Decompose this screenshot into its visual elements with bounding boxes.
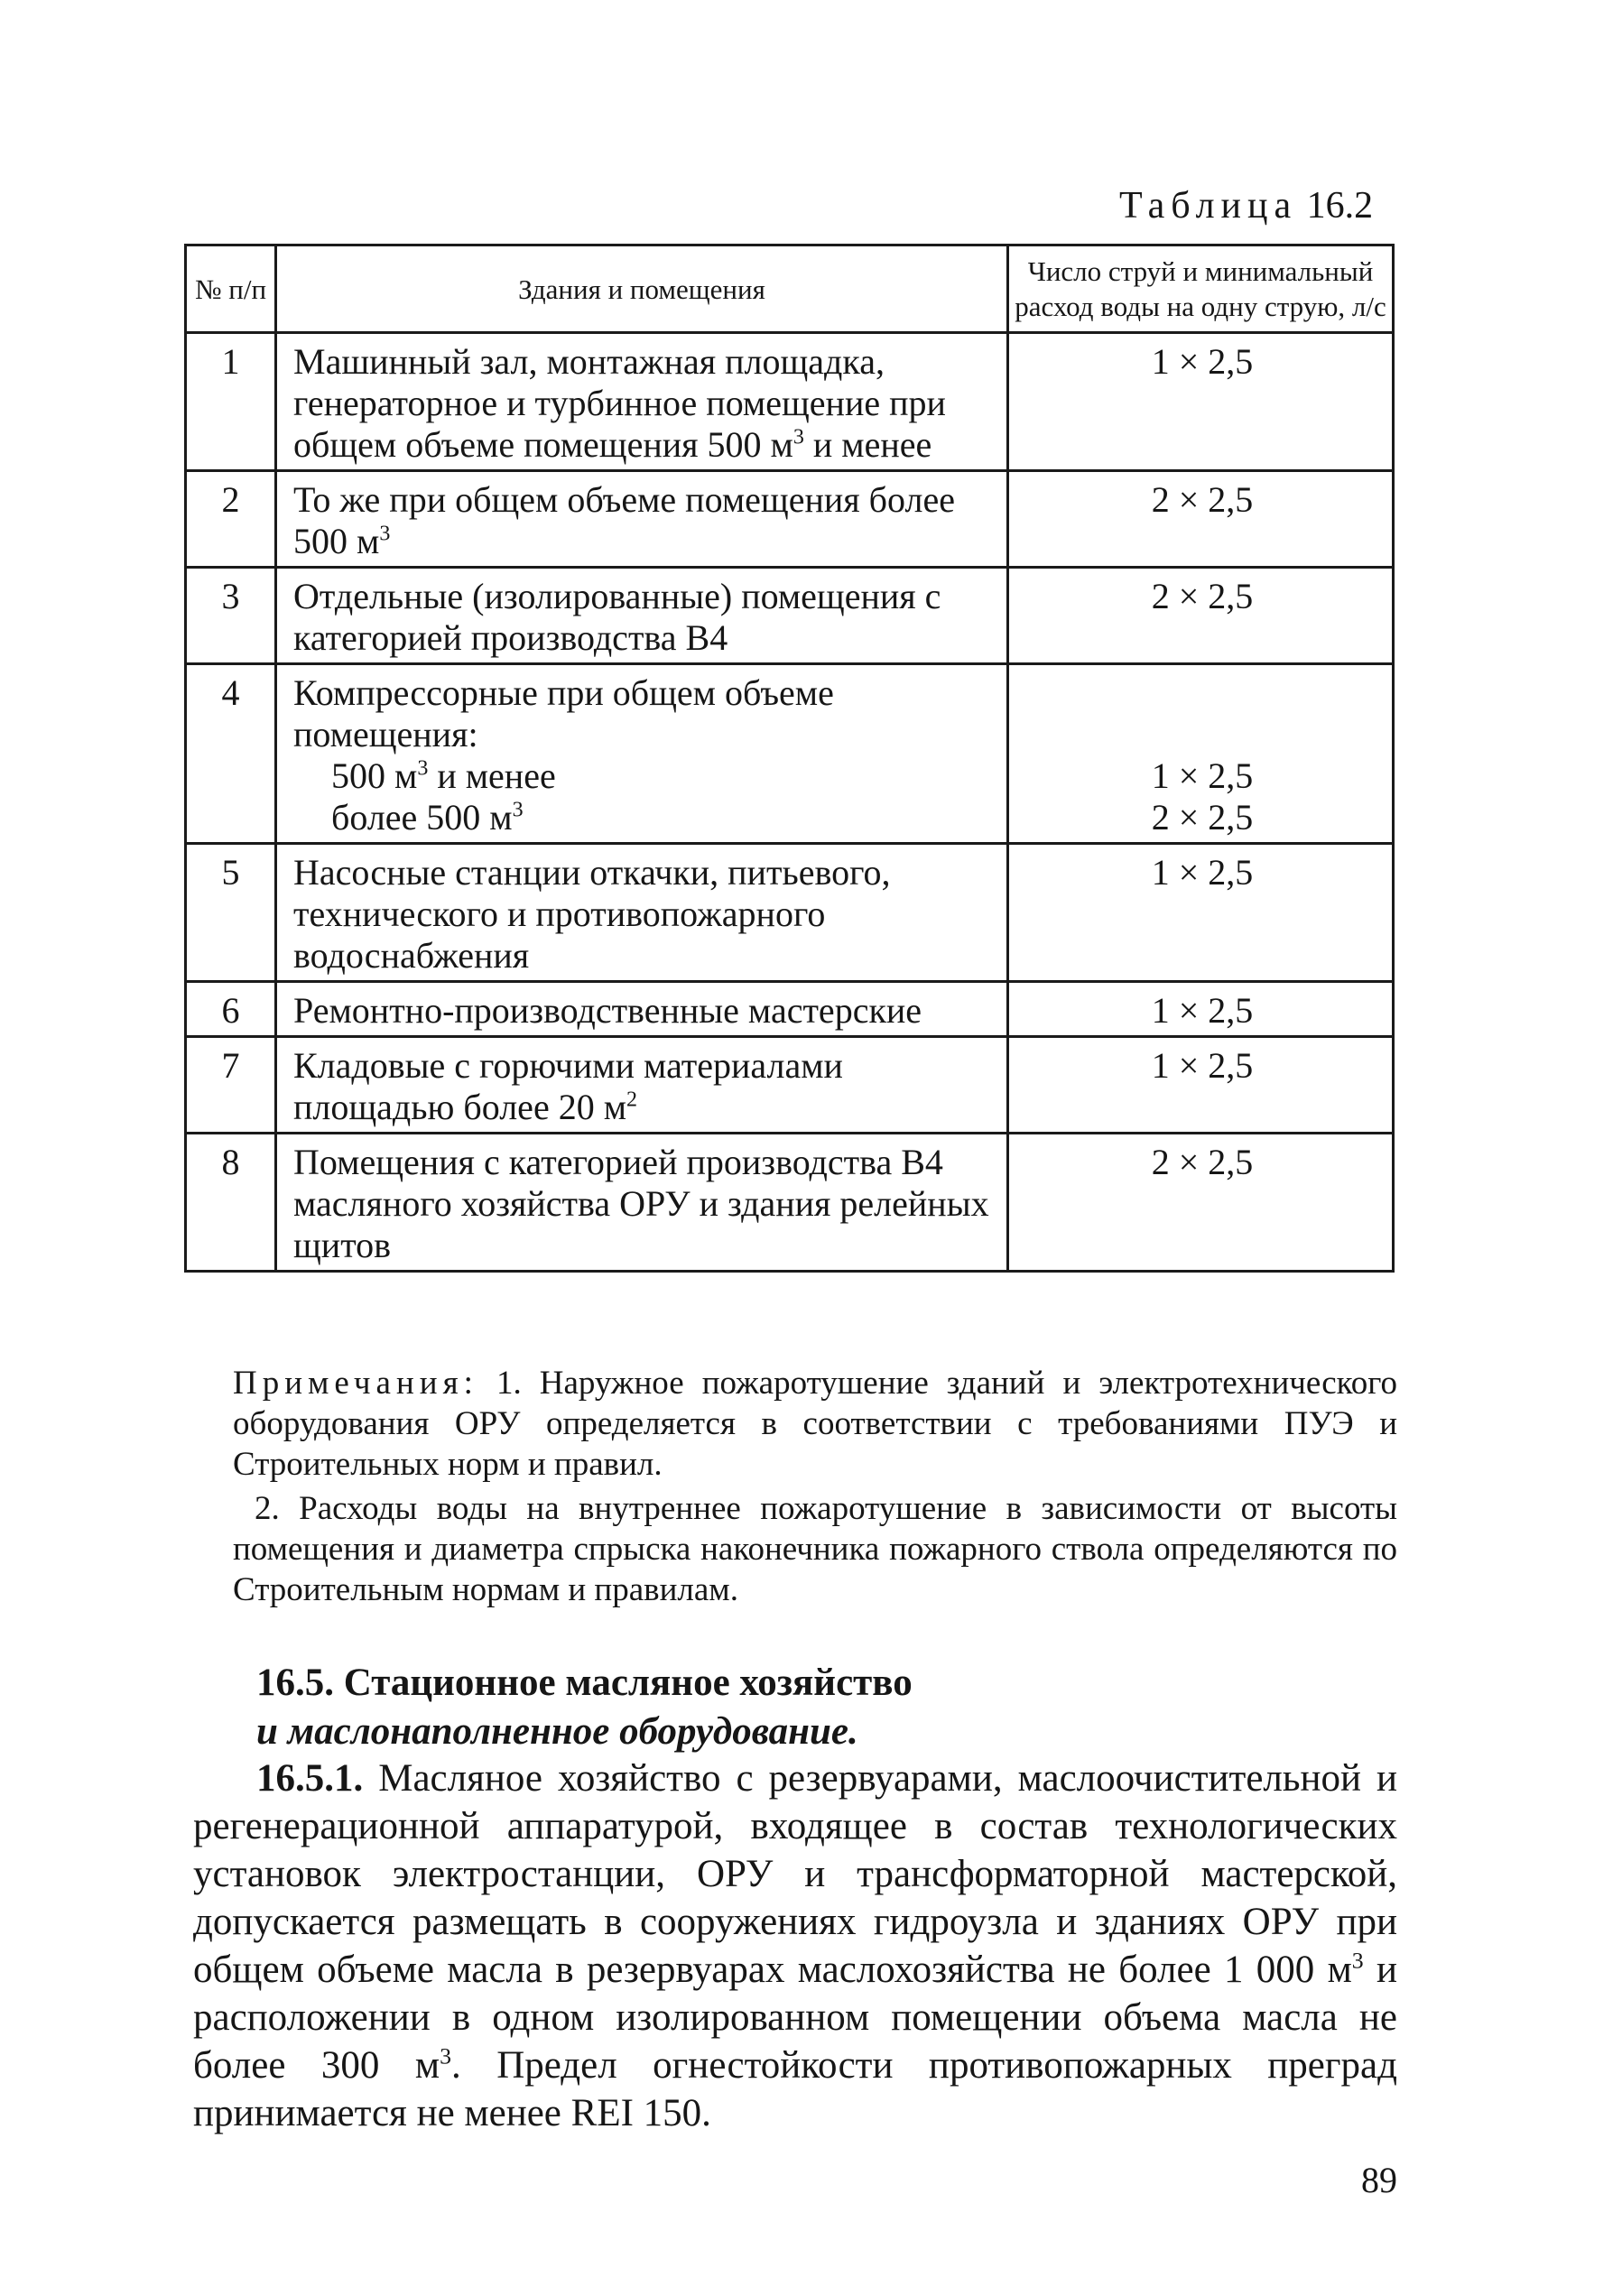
section-heading xyxy=(256,1659,1397,1756)
row-description: Ремонтно-производственные мастерские xyxy=(276,982,1008,1037)
table-row xyxy=(186,1037,1394,1134)
row-number: 2 xyxy=(186,471,276,568)
table-header-row xyxy=(186,245,1394,333)
row-description: То же при общем объеме помещения более 500 $м^3$ xyxy=(276,471,1008,568)
table-row xyxy=(186,333,1394,471)
row-subitem: более 500 $м^3$ xyxy=(331,797,524,838)
table-row xyxy=(186,664,1394,844)
table-row xyxy=(186,982,1394,1037)
table-caption-word: Таблица xyxy=(1119,185,1298,227)
row-value: 1 × 2,5 xyxy=(1008,333,1394,471)
row-value: 1 × 2,5 xyxy=(1008,1037,1394,1134)
table-row xyxy=(186,568,1394,664)
row-value: 2 × 2,5 xyxy=(1008,568,1394,664)
row-number: 6 xyxy=(186,982,276,1037)
header-flow: Число струй и минимальный расход воды на одну струю, л/с xyxy=(1008,245,1394,333)
row-value: 1 × 2,5 xyxy=(1008,982,1394,1037)
row-value: 1 × 2,5 2 × 2,5 xyxy=(1008,664,1394,844)
requirements-table xyxy=(184,244,1395,1273)
note-2: 2. Расходы воды на внутреннее пожаротушение в зависимости от высоты помещения и диаметра спрыска наконечника пожарного ствола определяются по Строительным нормам и правилам. xyxy=(233,1490,1397,1608)
row-value: 1 × 2,5 xyxy=(1008,844,1394,982)
table-notes xyxy=(233,1363,1397,1610)
table-row xyxy=(186,844,1394,982)
table-caption-number: 16.2 xyxy=(1306,185,1374,227)
section-heading-line2: и маслонаполненное оборудование. xyxy=(256,1710,858,1753)
row-subitem: 500 $м^3$ и менее xyxy=(331,755,556,796)
row-description: Помещения с категорией производства В4 масляного хозяйства ОРУ и здания релейных щитов xyxy=(276,1134,1008,1272)
table-caption xyxy=(1119,184,1373,227)
row-description: Машинный зал, монтажная площадка, генераторное и турбинное помещение при общем объеме помещения 500 $м^3$ и менее xyxy=(276,333,1008,471)
header-number: № п/п xyxy=(186,245,276,333)
section-paragraph: 16.5.1. Масляное хозяйство с резервуарами, маслоочистительной и регенерационной аппаратурой, входящее в состав технологических установок электростанции, ОРУ и трансформаторной мастерской, допускается размещать в сооружениях гидроузла и зданиях ОРУ при общем объеме масла в резервуарах маслохозяйства не более 1 000 $м^3$ и расположении в одном изолированном помещении объема масла не более 300 $м^3$. Предел огнестойкости противопожарных преград принимается не менее REI 150. xyxy=(193,1757,1397,2134)
row-value: 2 × 2,5 xyxy=(1008,1134,1394,1272)
note-1: Примечания: 1. Наружное пожаротушение зданий и электротехнического оборудования ОРУ определяется в соответствии с требованиями ПУЭ и Строительных норм и правил. xyxy=(233,1365,1397,1483)
table-row xyxy=(186,471,1394,568)
section-heading-line1: 16.5. Стационное масляное хозяйство xyxy=(256,1662,913,1704)
row-number: 7 xyxy=(186,1037,276,1134)
paragraph-number: 16.5.1. xyxy=(256,1757,364,1800)
row-number: 1 xyxy=(186,333,276,471)
row-description: Насосные станции откачки, питьевого, технического и противопожарного водоснабжения xyxy=(276,844,1008,982)
row-number: 8 xyxy=(186,1134,276,1272)
page-number: 89 xyxy=(1361,2160,1397,2200)
row-number: 3 xyxy=(186,568,276,664)
row-number: 5 xyxy=(186,844,276,982)
row-description: Кладовые с горючими материалами площадью более 20 $м^2$ xyxy=(276,1037,1008,1134)
header-buildings: Здания и помещения xyxy=(276,245,1008,333)
table-row xyxy=(186,1134,1394,1272)
row-description: Компрессорные при общем объеме помещения: 500 $м^3$ и менее более 500 $м^3$ xyxy=(276,664,1008,844)
row-value: 2 × 2,5 xyxy=(1008,471,1394,568)
notes-label: Примечания: xyxy=(233,1365,478,1402)
row-description: Отдельные (изолированные) помещения с категорией производства В4 xyxy=(276,568,1008,664)
row-number: 4 xyxy=(186,664,276,844)
